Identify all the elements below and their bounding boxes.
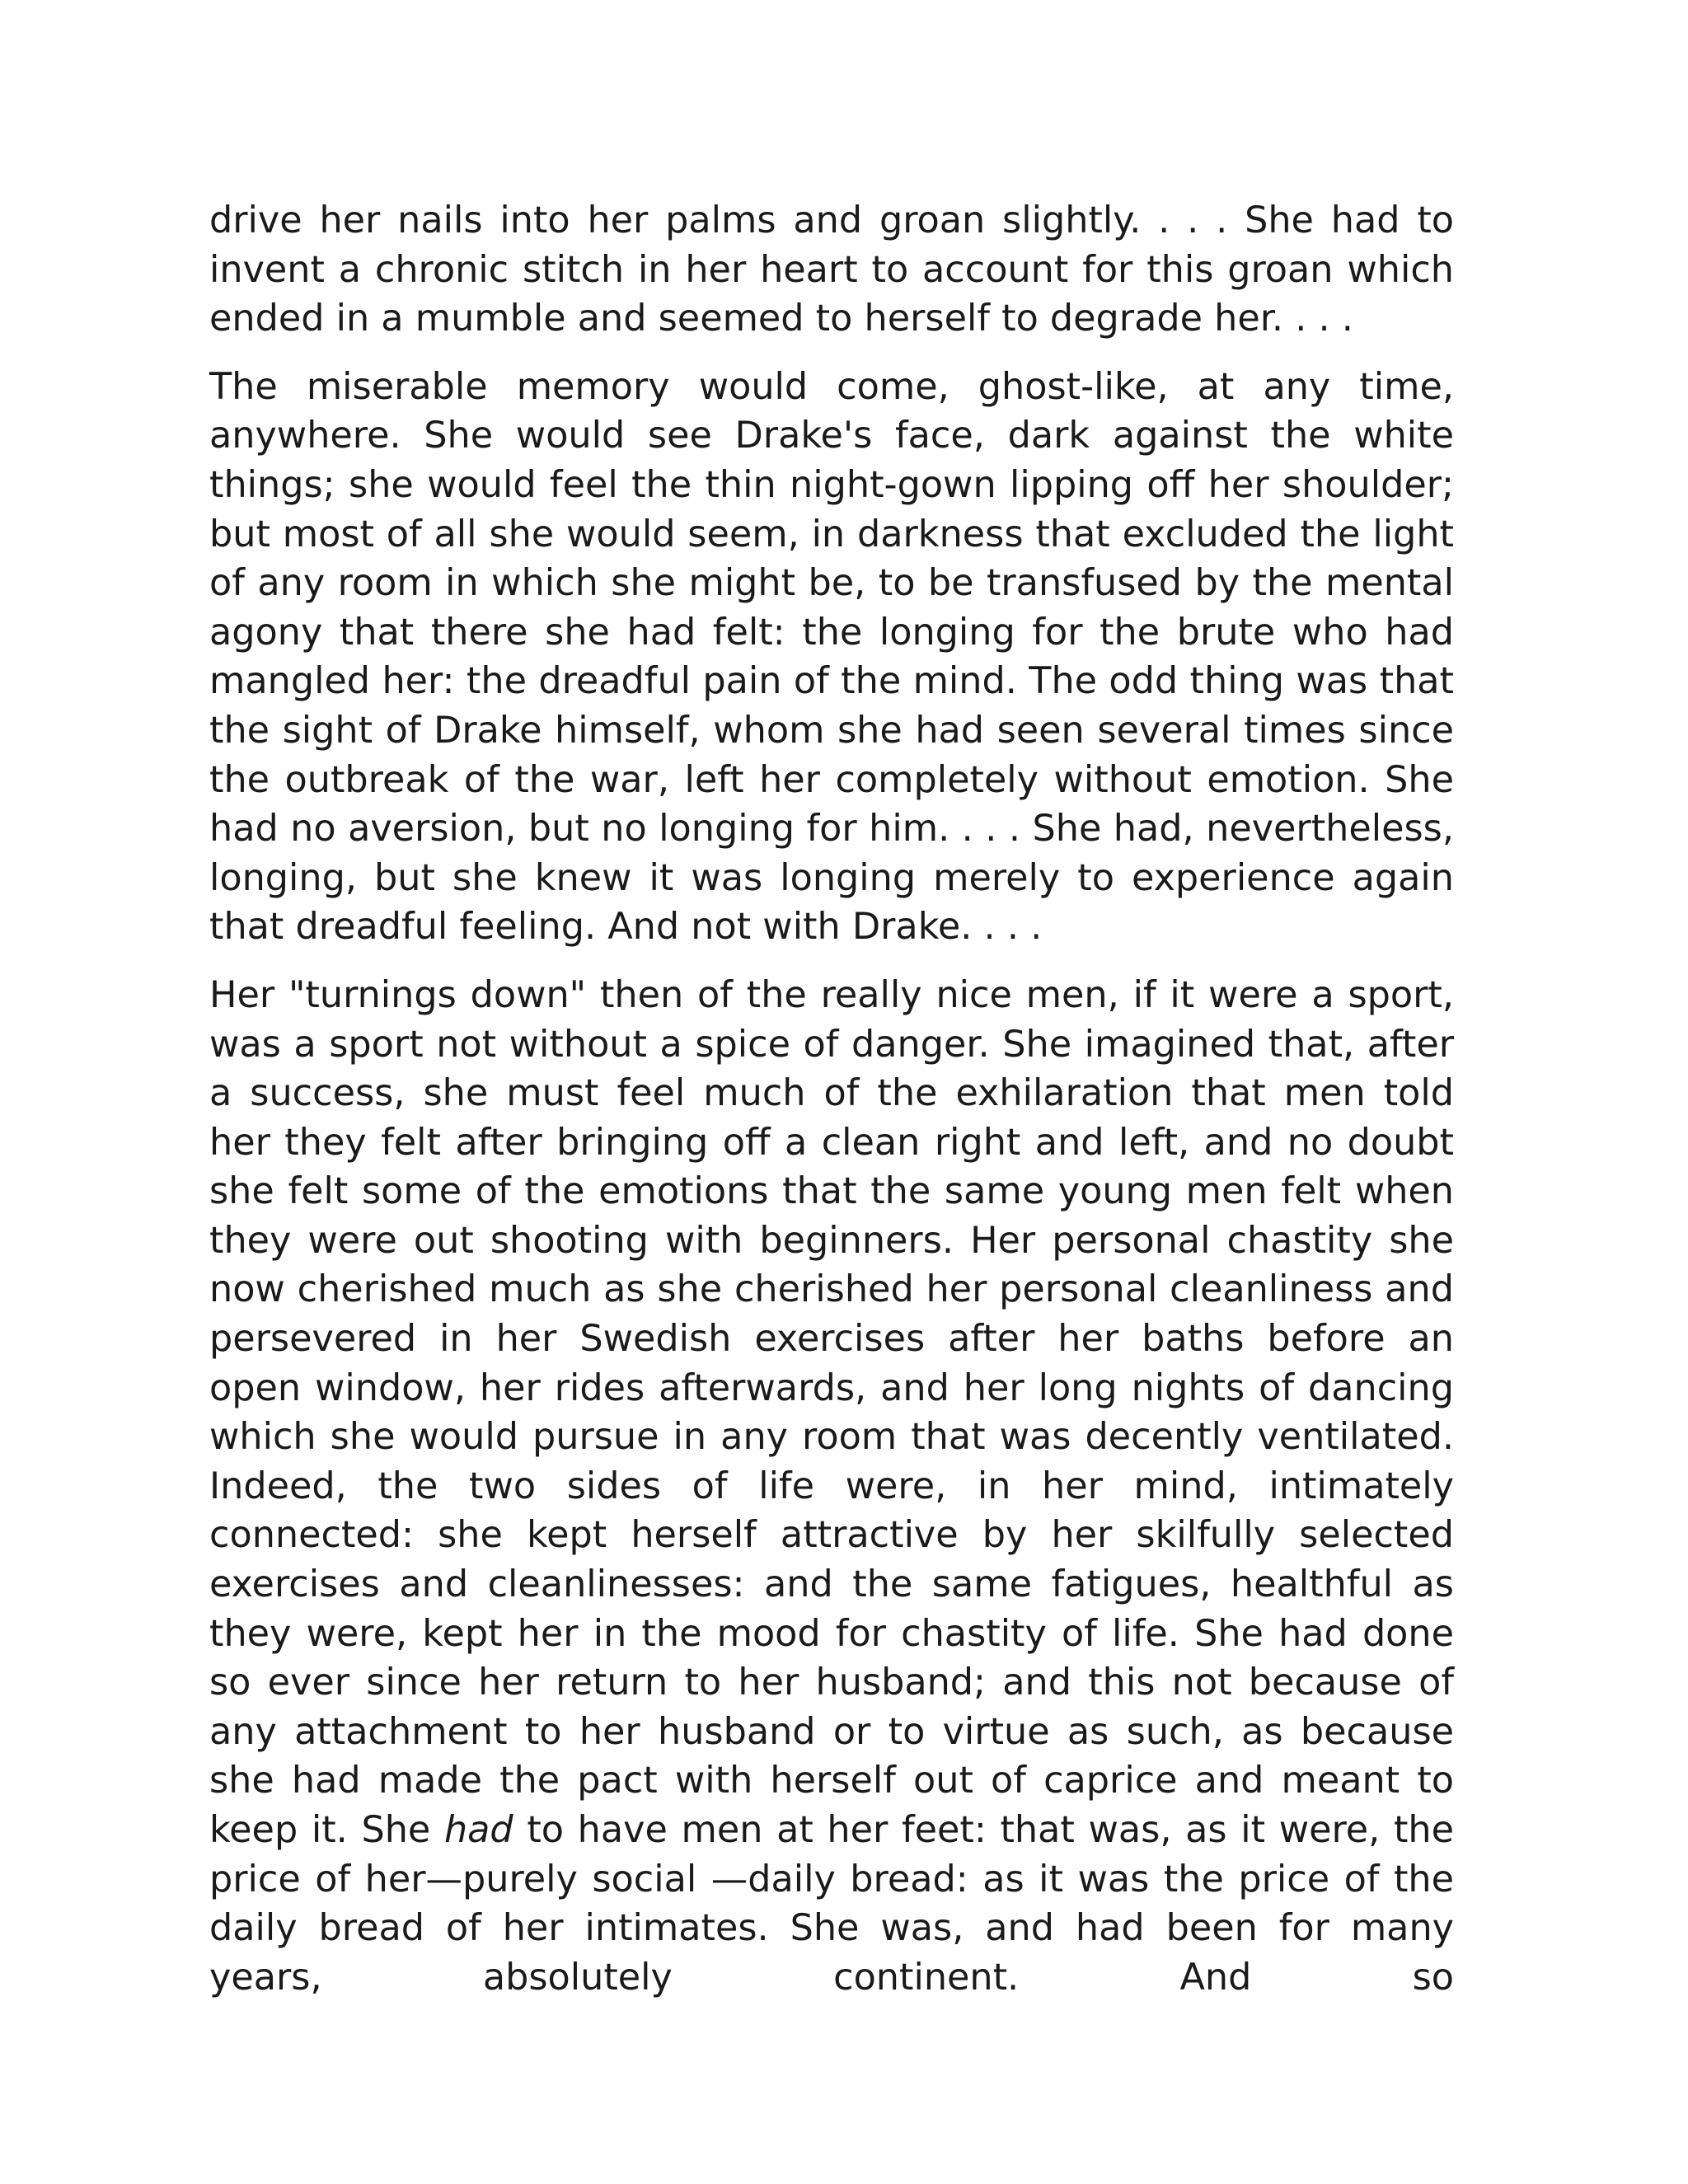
paragraph-1: drive her nails into her palms and groan slightly. . . . She had to invent a chronic stitch in her heart to account for this groan which ended in a mumble and seemed to herself to degrade her. . . . <box>209 199 1454 340</box>
paragraph-3 <box>209 971 1454 2002</box>
paragraph-3-text-start: Her "turnings down" then of the really nice men, if it were a sport, was a sport not without a spice of danger. She imagined that, after a success, she must feel much of the exhilaration that men told her they felt after bringing off a clean right and left, and no doubt she felt some of the emotions that the same young men felt when they were out shooting with beginners. Her personal chastity she now cherished much as she cherished her personal cleanliness and persevered in her Swedish exercises after her baths before an open window, her rides afterwards, and her long nights of dancing which she would pursue in any room that was decently ventilated. Indeed, the two sides of life were, in her mind, intimately connected: she kept herself attractive by her skilfully selected exercises and cleanlinesses: and the same fatigues, healthful as they were, kept her in the mood for chastity of life. She had done so ever since her return to her husband; and this not because of any attachment to her husband or to virtue as such, as because she had made the pact with herself out of caprice and meant to keep it. She <box>209 973 1454 1851</box>
paragraph-2: The miserable memory would come, ghost-like, at any time, anywhere. She would see Drake's face, dark against the white things; she would feel the thin night-gown lipping off her shoulder; but most of all she would seem, in darkness that excluded the light of any room in which she might be, to be transfused by the mental agony that there she had felt: the longing for the brute who had mangled her: the dreadful pain of the mind. The odd thing was that the sight of Drake himself, whom she had seen several times since the outbreak of the war, left her completely without emotion. She had no aversion, but no longing for him. . . . She had, nevertheless, longing, but she knew it was longing merely to experience again that dreadful feeling. And not with Drake. . . . <box>209 365 1454 949</box>
paragraph-3-text-end: to have men at her feet: that was, as it were, the price of her—purely social —daily bread: as it was the price of the daily bread of her intimates. She was, and had been for many years, absolutely continent. And so <box>209 1809 1454 1999</box>
paragraph-3-italic-word: had <box>443 1809 513 1851</box>
document-page <box>209 196 1454 2021</box>
